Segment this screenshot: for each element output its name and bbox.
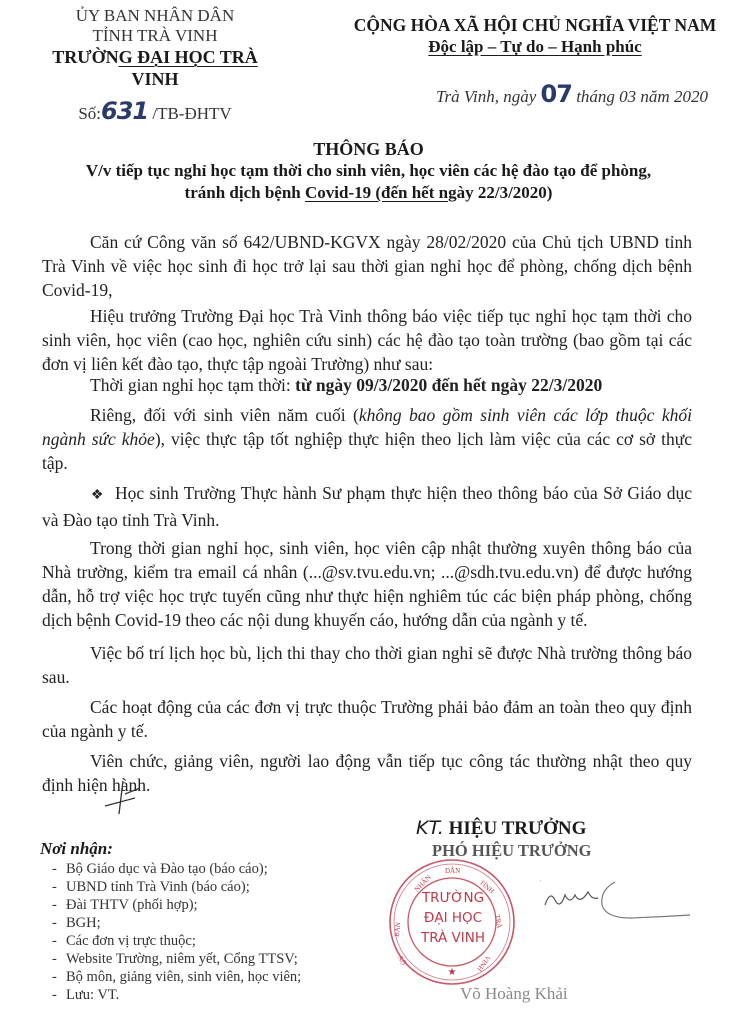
diamond-bullet-icon: ❖ (90, 488, 105, 503)
signer-title: KT. HIỆU TRƯỞNG (416, 817, 587, 839)
paragraph-announcement: Hiệu trưởng Trường Đại học Trà Vinh thông báo việc tiếp tục nghỉ học tạm thời cho sinh viên, học viên (cao học, nghiên cứu sinh) các hệ đào tạo toàn trường (bao gồm tại các đơn vị liên kết đào tạo, thực tập ngoài Trường) như sau: (42, 306, 692, 374)
svg-text:DÂN: DÂN (445, 867, 461, 875)
paragraph-closure-period: Thời gian nghỉ học tạm thời: từ ngày 09/3/2020 đến hết ngày 22/3/2020 (90, 375, 603, 395)
seal-text: TRƯỜNG ĐẠI HỌC TRÀ VINH (420, 890, 486, 946)
issuing-authority-block (30, 6, 280, 127)
handwritten-number: 631 (101, 97, 149, 125)
handwritten-signature-icon (540, 870, 737, 930)
svg-text:TRÀ: TRÀ (493, 913, 504, 930)
paragraph-safety: Các hoạt động của các đơn vị trực thuộc Trường phải bảo đảm an toàn theo quy định của ngành y tế. (42, 697, 692, 741)
svg-text:★: ★ (447, 967, 457, 978)
svg-text:ỦY: ỦY (396, 953, 409, 967)
document-subject: V/v tiếp tục nghỉ học tạm thời cho sinh viên, học viên các hệ đào tạo để phòng, tránh dịch bệnh Covid-19 (đến hết ngày 22/3/2020) (85, 161, 652, 202)
recipients-heading: Nơi nhận: (40, 839, 113, 858)
recipient-item: - Bộ môn, giảng viên, sinh viên, học viên; (52, 968, 380, 986)
document-title: THÔNG BÁO (313, 139, 424, 159)
paragraph-staff: Viên chức, giảng viên, người lao động vẫn tiếp tục công tác thường nhật theo quy định hiện hành. (42, 751, 692, 795)
svg-text:VINH: VINH (475, 953, 492, 973)
nation-name: CỘNG HÒA XÃ HỘI CHỦ NGHĨA VIỆT NAM (353, 15, 717, 35)
signer-name: Võ Hoàng Khải (460, 984, 568, 1003)
handwritten-day: 07 (540, 80, 572, 108)
issue-date: Trà Vinh, ngày 07 tháng 03 năm 2020 (436, 80, 708, 108)
national-header-block (335, 14, 735, 58)
svg-text:TỈNH: TỈNH (477, 878, 496, 896)
institution-name: TRƯỜNG ĐẠI HỌC TRÀ VINH (52, 47, 258, 89)
authority-line-2: TỈNH TRÀ VINH (92, 26, 218, 45)
recipient-item: - BGH; (52, 914, 380, 932)
recipient-item: - UBND tỉnh Trà Vinh (báo cáo); (52, 878, 380, 896)
paragraph-practice-school: ❖ Học sinh Trường Thực hành Sư phạm thực hiện theo thông báo của Sở Giáo dục và Đào tạo tỉnh Trà Vinh. (42, 483, 692, 530)
paragraph-online-learning: Trong thời gian nghỉ học, sinh viên, học viên cập nhật thường xuyên thông báo của Nhà trường, kiểm tra email cá nhân (...@sv.tvu.edu.vn; ...@sdh.tvu.edu.vn) để được hướng dẫn, hỗ trợ việc học trực tuyến cũng như thực hiện nghiêm túc các biện pháp phòng, chống dịch bệnh Covid-19 theo các nội dung khuyến cáo, hướng dẫn của ngành y tế. (42, 538, 692, 630)
signer-subtitle: PHÓ HIỆU TRƯỞNG (432, 841, 592, 860)
recipient-item: - Lưu: VT. (52, 986, 380, 1004)
initial-mark-icon (95, 776, 145, 816)
recipient-item: - Đài THTV (phối hợp); (52, 896, 380, 914)
paragraph-legal-basis: Căn cứ Công văn số 642/UBND-KGVX ngày 28/02/2020 của Chủ tịch UBND tỉnh Trà Vinh về việc học sinh đi học trở lại sau thời gian nghỉ học để phòng, chống dịch bệnh Covid-19, (42, 232, 692, 300)
recipients-list (40, 860, 380, 1004)
authority-line-1: ỦY BAN NHÂN DÂN (75, 6, 235, 25)
svg-text:BAN: BAN (393, 921, 403, 938)
svg-text:NHÂN: NHÂN (412, 873, 433, 894)
recipient-item: - Bộ Giáo dục và Đào tạo (báo cáo); (52, 860, 380, 878)
recipients-block (40, 838, 380, 1004)
recipient-item: - Website Trường, niêm yết, Cổng TTSV; (52, 950, 380, 968)
signature-block (400, 816, 730, 861)
national-motto: Độc lập – Tự do – Hạnh phúc (428, 37, 642, 56)
paragraph-final-year-students: Riêng, đối với sinh viên năm cuối (không bao gồm sinh viên các lớp thuộc khối ngành sức khỏe), việc thực tập tốt nghiệp thực hiện theo lịch làm việc của các cơ sở thực tập. (42, 405, 692, 473)
recipient-item: - Các đơn vị trực thuộc; (52, 932, 380, 950)
document-number: Số:631 /TB-ĐHTV (78, 97, 232, 125)
paragraph-makeup-schedule: Việc bố trí lịch học bù, lịch thi thay cho thời gian nghỉ sẽ được Nhà trường thông báo sau. (42, 643, 692, 687)
